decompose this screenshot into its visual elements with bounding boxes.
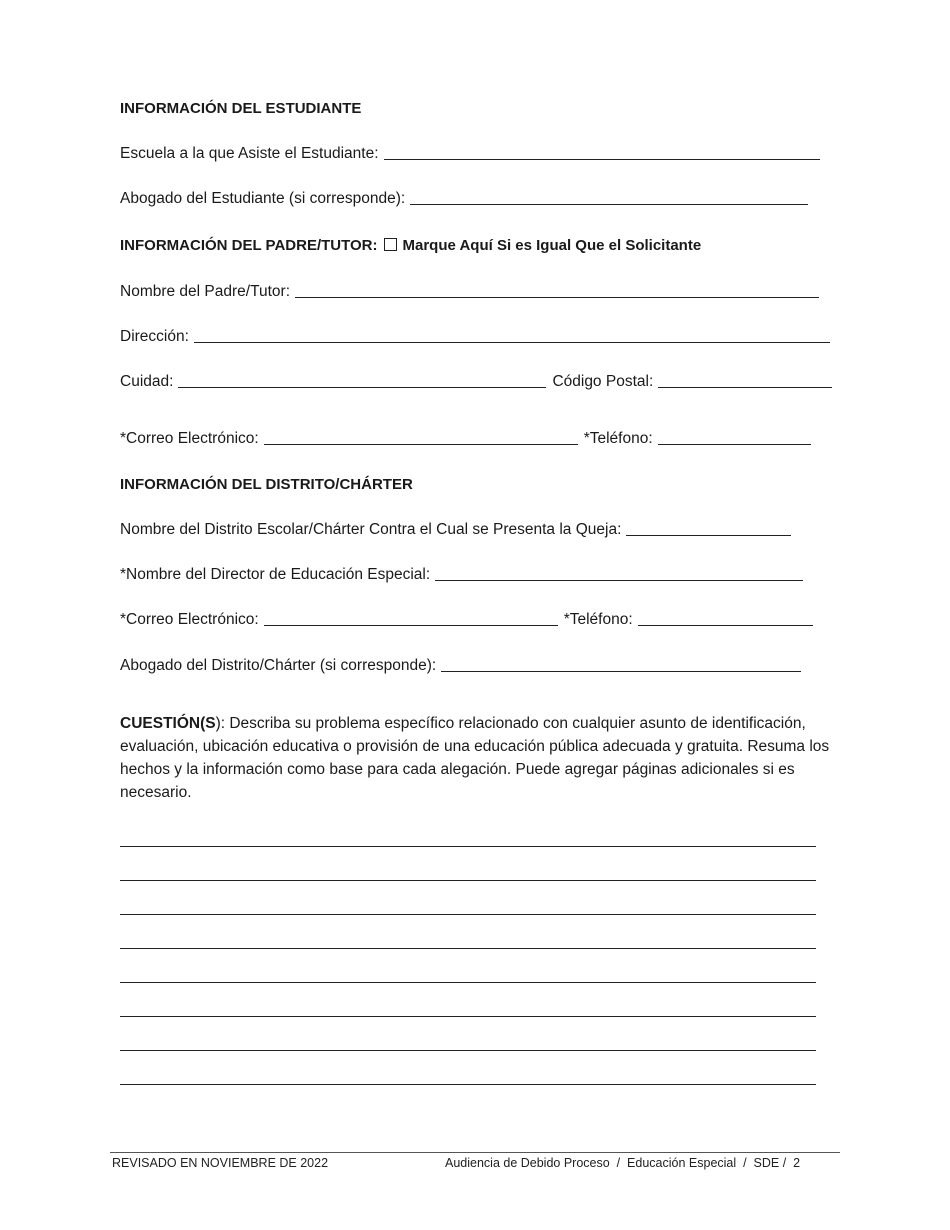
parent-phone-label: *Teléfono: — [583, 430, 653, 447]
district-attorney-label: Abogado del Distrito/Chárter (si corresponde): — [120, 657, 437, 674]
parent-name-field[interactable] — [295, 296, 819, 298]
parent-name-label: Nombre del Padre/Tutor: — [120, 283, 291, 300]
issues-answer-line[interactable] — [120, 880, 816, 881]
district-name-row — [120, 521, 791, 539]
parent-section-heading: INFORMACIÓN DEL PADRE/TUTOR: Marque Aquí Si es Igual Que el Solicitante — [120, 237, 702, 254]
same-as-applicant-checkbox[interactable] — [384, 238, 397, 251]
district-name-label: Nombre del Distrito Escolar/Chárter Contra el Cual se Presenta la Queja: — [120, 521, 622, 538]
district-attorney-row — [120, 657, 801, 675]
district-email-label: *Correo Electrónico: — [120, 611, 259, 628]
same-as-applicant-label: Marque Aquí Si es Igual Que el Solicitante — [402, 237, 702, 254]
parent-city-label: Cuidad: — [120, 373, 174, 390]
student-section-heading: INFORMACIÓN DEL ESTUDIANTE — [120, 100, 362, 117]
issues-answer-line[interactable] — [120, 1084, 816, 1085]
parent-name-row — [120, 283, 819, 301]
parent-zip-label: Código Postal: — [552, 373, 654, 390]
student-attorney-field[interactable] — [410, 203, 808, 205]
issues-answer-line[interactable] — [120, 914, 816, 915]
footer-doc-info: Audiencia de Debido Proceso / Educación Especial / SDE / 2 — [445, 1156, 801, 1170]
issues-answer-line[interactable] — [120, 1016, 816, 1017]
parent-city-field[interactable] — [178, 386, 546, 388]
parent-email-label: *Correo Electrónico: — [120, 430, 259, 447]
district-name-field[interactable] — [626, 534, 791, 536]
student-attorney-row — [120, 190, 808, 208]
issues-answer-line[interactable] — [120, 948, 816, 949]
parent-address-label: Dirección: — [120, 328, 189, 345]
student-school-row — [120, 145, 820, 163]
footer-divider — [110, 1152, 840, 1153]
district-phone-field[interactable] — [638, 624, 813, 626]
district-section-heading: INFORMACIÓN DEL DISTRITO/CHÁRTER — [120, 476, 413, 493]
director-label: *Nombre del Director de Educación Especial: — [120, 566, 431, 583]
parent-address-field[interactable] — [194, 341, 830, 343]
district-phone-label: *Teléfono: — [563, 611, 633, 628]
issues-answer-line[interactable] — [120, 982, 816, 983]
student-school-field[interactable] — [384, 158, 820, 160]
student-attorney-label: Abogado del Estudiante (si corresponde): — [120, 190, 406, 207]
district-attorney-field[interactable] — [441, 670, 801, 672]
parent-phone-field[interactable] — [658, 443, 811, 445]
parent-city-zip-row — [120, 373, 832, 391]
footer-revised: REVISADO EN NOVIEMBRE DE 2022 — [112, 1156, 329, 1170]
issues-answer-line[interactable] — [120, 1050, 816, 1051]
issues-paragraph — [120, 712, 840, 804]
student-school-label: Escuela a la que Asiste el Estudiante: — [120, 145, 379, 162]
parent-contact-row — [120, 430, 811, 448]
parent-email-field[interactable] — [264, 443, 578, 445]
parent-address-row — [120, 328, 830, 346]
director-field[interactable] — [435, 579, 803, 581]
director-row — [120, 566, 803, 584]
issues-description: ): Describa su problema específico relacionado con cualquier asunto de identificación, evaluación, ubicación educativa o provisión de una educación pública adecuada y gratuita. Resuma los hechos y la información como base para cada alegación. Puede agregar páginas adicionales si es necesario. — [120, 715, 830, 801]
district-email-field[interactable] — [264, 624, 558, 626]
parent-zip-field[interactable] — [658, 386, 832, 388]
district-contact-row — [120, 611, 813, 629]
issues-answer-line[interactable] — [120, 846, 816, 847]
issues-heading: CUESTIÓN(S — [120, 715, 216, 732]
